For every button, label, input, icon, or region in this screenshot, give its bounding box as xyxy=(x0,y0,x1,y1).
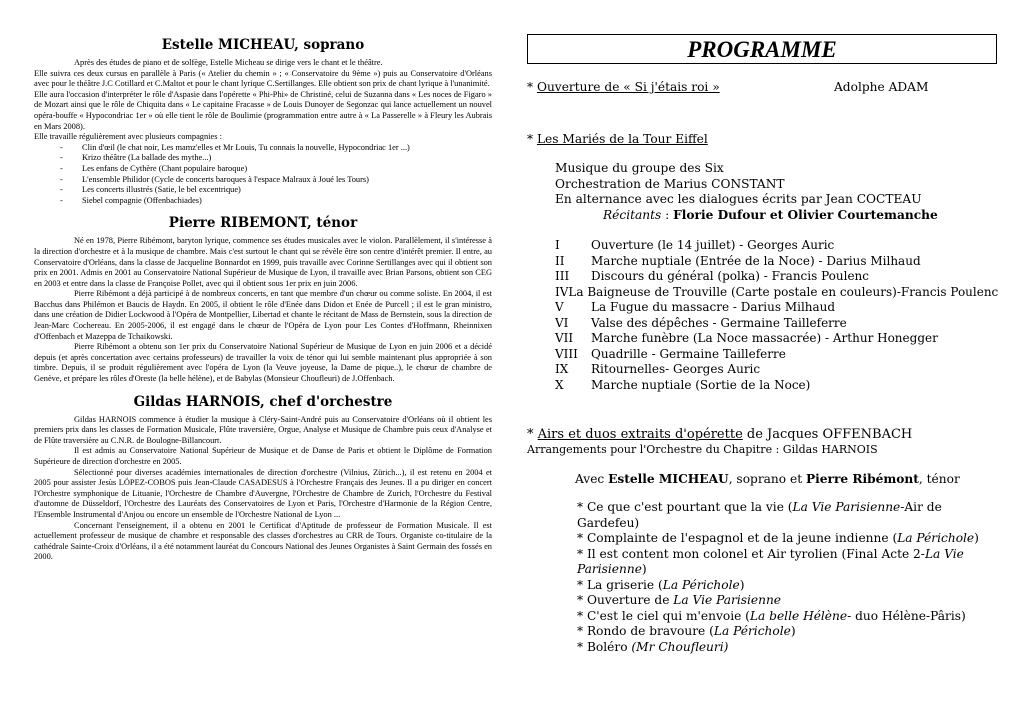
aria-work: (Mr Choufleuri) xyxy=(631,639,729,654)
list-item xyxy=(527,316,997,332)
programme-column xyxy=(527,34,997,655)
singer-name: Estelle MICHEAU xyxy=(608,471,729,486)
companies-list xyxy=(60,143,492,207)
bio-paragraph: Gildas HARNOIS commence à étudier la musique à Cléry-Saint-André puis au Conservatoire d'Orléans où il obtient les premiers prix dans les classes de Formation Musicale, Flûte traversière, Orgue, Analyse et Musique de Chambre puis ceux d'Analyse et de Flûte traversière au C.N.R. de Boulogne-Billancourt. xyxy=(34,414,492,445)
movement-title: Valse des dépêches - Germaine Tailleferre xyxy=(591,315,847,330)
bullet-star: * xyxy=(527,427,534,442)
aria-title: * Complainte de l'espagnol et de la jeune indienne ( xyxy=(577,531,898,545)
list-item xyxy=(527,640,997,656)
movement-number: IV xyxy=(555,284,569,299)
aria-note: - duo Hélène-Pâris) xyxy=(847,608,966,623)
list-item xyxy=(527,300,997,316)
bio-paragraph: Pierre Ribémont a obtenu son 1er prix du Conservatoire National Supérieur de Musique de Lyon en juin 2006 et a décidé depuis (et après concertation avec certains professeurs) de travailler la voix de ténor qui lui semble maintenant plus appropriée à son timbre. Depuis, il se produit régulièrement avec l'opéra de Lyon (la Veuve joyeuse, la Dame de pique..), le chœur de chambre de Genève, et prépare les rôles d'Oreste (la belle hélène), et de Babylas (Monsieur Choufleuri) de J.Offenbach. xyxy=(34,342,492,384)
list-item xyxy=(527,578,997,594)
piece-title: Les Mariés de la Tour Eiffel xyxy=(536,131,708,146)
aria-work: La Vie Parisienne xyxy=(673,593,782,607)
movement-number: IX xyxy=(555,362,569,376)
movement-title: La Fugue du massacre - Darius Milhaud xyxy=(591,300,836,314)
aria-work: La Périchole xyxy=(897,531,975,545)
aria-title: * Rondo de bravoure ( xyxy=(577,624,714,638)
movement-title: Quadrille - Germaine Tailleferre xyxy=(591,346,786,361)
list-item: - Les concerts illustrés (Satie, le bel excentrique) xyxy=(60,185,492,196)
bio-paragraph: Elle aura l'occasion d'interpréter le rôle d'Aspasie dans l'opérette « Phi-Phi» de Christiné, celui de Suzanna dans « Les noces de Figaro » de Mozart ainsi que le rôle de Chiquita dans « Le capitaine Fracasse » de Louis Dunoyer de Segonzac qui lance actuellement un nouvel opéra-bouffe « Hypocondriac 1er » où elle tient le rôle de Boulimie (programmation entre autre à « La Passerelle » à Fleury les Aubrais en Mars 2008). xyxy=(34,89,492,131)
list-item: - Siebel compagnie (Offenbachiades) xyxy=(60,196,492,207)
list-item xyxy=(527,609,997,625)
bio-ribemont xyxy=(34,214,492,384)
info-line: En alternance avec les dialogues écrits par Jean COCTEAU xyxy=(555,192,922,206)
singers-suffix: , ténor xyxy=(918,471,960,486)
list-item xyxy=(527,624,997,640)
list-item xyxy=(527,593,997,609)
list-item xyxy=(527,331,997,347)
movement-title: Marche nuptiale (Entrée de la Noce) - Darius Milhaud xyxy=(591,253,921,268)
aria-title: * Il est content mon colonel et Air tyrolien (Final Acte 2- xyxy=(577,546,925,561)
movement-number: III xyxy=(555,269,570,283)
programme-heading-box xyxy=(527,34,997,64)
bio-paragraph: Sélectionné pour diverses académies internationales de direction d'orchestre (Vilnius, Zürich...), il est retenu en 2004 et 2005 pour assister Jesùs LÓPEZ-COBOS puis Jean-Claude CASADESUS à l'Orchestre Français des Jeunes. Il a pu diriger en concert l'Orchestre symphonique de Lituanie, l'Orchestre de Chambre d'Auvergne, l'Orchestre de Chambre de Zurich, l'Orchestre du Festival d'automne de Düsseldorf, l'Orchestre des Lauréats des Conservatoires de Lyon et Paris, l'Orchestre d'Harmonie de la Région Centre, l'Ensemble Instrumental d'Anjou ou encore un ensemble de l'Orchestre National de Lyon ... xyxy=(34,467,492,519)
bullet-star: * xyxy=(527,131,534,146)
list-item xyxy=(527,238,997,254)
bio-paragraph: Pierre Ribémont a déjà participé à de nombreux concerts, en tant que membre d'un chœur ou comme soliste. En 2004, il est Bacchus dans Philémon et Baucis de Haydn. En 2005, il obtient le rôle d'Enée dans Didon et Enée de Purcell ; il est le gran ministro, dans une création de Didier Lockwood à l'Opéra de Montpellier, Libertad et chante le récitant de Mass de Bernstein, sous la direction de Jean-Marc Cochereau. En 2005-2006, il est engagé dans le chœur de l'Opéra de Lyon pour Les Contes d'Hoffmann, Rheinnixen d'Offenbach et Mazeppa de Tchaikowski. xyxy=(34,289,492,341)
aria-work: La Vie Parisienne xyxy=(577,546,964,576)
aria-work: La Périchole xyxy=(662,577,740,592)
info-line: Orchestration de Marius CONSTANT xyxy=(555,176,785,191)
adam-piece xyxy=(527,80,997,96)
list-item xyxy=(527,254,997,270)
recitants-names: Florie Dufour et Olivier Courtemanche xyxy=(673,207,938,222)
bio-paragraph: Né en 1978, Pierre Ribémont, baryton lyrique, commence ses études musicales avec le violon. Parallèlement, il s'intéresse à la direction d'orchestre et à la musique de chambre. Mais c'est surtout le chant qui se révèle être son centre d'intérêt premier. Il entre, au Conservatoire d'Orléans, dans la classe de Jacqueline Bonnardot en 1999, puis travaille avec Corinne Sertillanges avec qui il obtient son prix en 2001. Admis en 2001 au Conservatoire National Supérieur de Musique de Lyon, il travaille avec Brian Parsons, obtient son CEG en 2003 et entre dans la classe de Françoise Pollet, avec qui il obtient sous 1er prix en juin 2006. xyxy=(34,236,492,288)
aria-title: * Boléro xyxy=(577,639,632,654)
movement-number: II xyxy=(555,253,565,268)
bio-harnois xyxy=(34,393,492,563)
list-item: - Clin d'œil (le chat noir, Les mamz'elles et Mr Louis, Tu connais la nouvelle, Hypocondriac 1er ...) xyxy=(60,143,492,154)
movement-number: V xyxy=(555,300,564,314)
singers-line xyxy=(527,472,997,488)
movement-number: X xyxy=(555,377,564,392)
piece-title: Ouverture de « Si j'étais roi » xyxy=(536,80,720,94)
aria-note: ) xyxy=(974,531,979,545)
piece-composer: Adolphe ADAM xyxy=(834,80,929,94)
piece-title: Airs et duos extraits d'opérette xyxy=(537,427,743,442)
maries-section xyxy=(527,132,997,394)
list-item xyxy=(527,378,997,394)
list-item: - Les enfans de Cythère (Chant populaire baroque) xyxy=(60,164,492,175)
bio-paragraph: Concernant l'enseignement, il a obtenu en 2001 le Certificat d'Aptitude de professeur de Formation Musicale. Il est actuellement professeur de musique de chambre et responsable des classes d'orchestres au CRR de Tours. Organiste co-titulaire de la cathédrale Sainte-Croix d'Orléans, il a été notamment lauréat du Concours National des Jeunes Organistes à Saint Germain des fossés en 2000. xyxy=(34,520,492,562)
recitants-separator: : xyxy=(661,207,674,222)
movement-title: La Baigneuse de Trouville (Carte postale en couleurs)-Francis Poulenc xyxy=(568,284,999,299)
bio-title: Pierre RIBEMONT, ténor xyxy=(168,215,358,232)
bio-title: Gildas HARNOIS, chef d'orchestre xyxy=(133,393,393,410)
list-item xyxy=(527,531,997,547)
list-item xyxy=(527,285,997,301)
bio-paragraph: Il est admis au Conservatoire National Supérieur de Musique et de Danse de Paris et obtient le Diplôme de Formation Supérieure de direction d'orchestre en 2005. xyxy=(34,446,492,466)
list-item xyxy=(527,500,997,531)
programme-heading: PROGRAMME xyxy=(687,37,837,62)
list-item xyxy=(527,269,997,285)
list-item xyxy=(527,362,997,378)
aria-work: La Vie Parisienne xyxy=(792,500,901,514)
recitants-line xyxy=(555,208,997,224)
aria-work: La Périchole xyxy=(713,624,791,638)
aria-title: * Ouverture de xyxy=(577,593,674,607)
movement-number: VI xyxy=(555,315,569,330)
singers-prefix: Avec xyxy=(575,471,609,486)
offenbach-section xyxy=(527,427,997,655)
movement-number: VII xyxy=(555,331,574,345)
movement-title: Marche nuptiale (Sortie de la Noce) xyxy=(591,377,811,392)
aria-title: * La griserie ( xyxy=(577,577,663,592)
bio-paragraph: Elle travaille régulièrement avec plusieurs compagnies : xyxy=(34,132,222,142)
aria-note: ) xyxy=(739,577,745,592)
movement-number: I xyxy=(555,238,560,252)
aria-title: * Ce que c'est pourtant que la vie ( xyxy=(577,500,793,514)
singers-join: , soprano et xyxy=(728,471,806,486)
movement-title: Discours du général (polka) - Francis Poulenc xyxy=(591,269,870,283)
aria-work: La belle Hélène xyxy=(749,608,848,623)
piece-composer: de Jacques OFFENBACH xyxy=(742,427,913,442)
bio-title: Estelle MICHEAU, soprano xyxy=(161,37,365,53)
list-item: - L'ensemble Philidor (Cycle de concerts baroques à l'espace Malraux à Joué les Tours) xyxy=(60,175,492,186)
arrangement-line: Arrangements pour l'Orchestre du Chapitre : Gildas HARNOIS xyxy=(527,442,878,456)
bio-micheau xyxy=(34,36,492,206)
movement-title: Ouverture (le 14 juillet) - Georges Auric xyxy=(591,238,835,252)
list-item xyxy=(527,547,997,578)
movements-list xyxy=(527,238,997,393)
aria-title: * C'est le ciel qui m'envoie ( xyxy=(577,608,750,623)
arias-list xyxy=(527,500,997,655)
singer-name: Pierre Ribémont xyxy=(805,471,919,486)
movement-title: Marche funèbre (La Noce massacrée) - Arthur Honegger xyxy=(591,331,938,345)
bullet-star: * xyxy=(527,80,534,94)
aria-note: ) xyxy=(790,624,796,638)
info-line: Musique du groupe des Six xyxy=(555,161,724,175)
recitants-label: Récitants xyxy=(603,207,662,222)
aria-note: -Air de Gardefeu) xyxy=(577,500,942,530)
movement-title: Ritournelles- Georges Auric xyxy=(591,362,761,376)
list-item: - Krizo théâtre (La ballade des mythe...) xyxy=(60,153,492,164)
list-item xyxy=(527,347,997,363)
bio-paragraph: Elle suivra ces deux cursus en parallèle à Paris (« Atelier du chemin » ; « Conservatoire du 9ème ») puis au Conservatoire d'Orléans avec pour le théâtre J.C Cotillard et C.Maltot et pour le chant lyrique C.Sertillanges. Elle obtient son prix de chant lyrique à l'unanimité. xyxy=(34,68,492,89)
movement-number: VIII xyxy=(555,346,578,361)
biographies-column xyxy=(34,36,492,571)
bio-paragraph: Après des études de piano et de solfège, Estelle Micheau se dirige vers le chant et le théâtre. xyxy=(74,58,383,67)
aria-note: ) xyxy=(641,562,647,576)
